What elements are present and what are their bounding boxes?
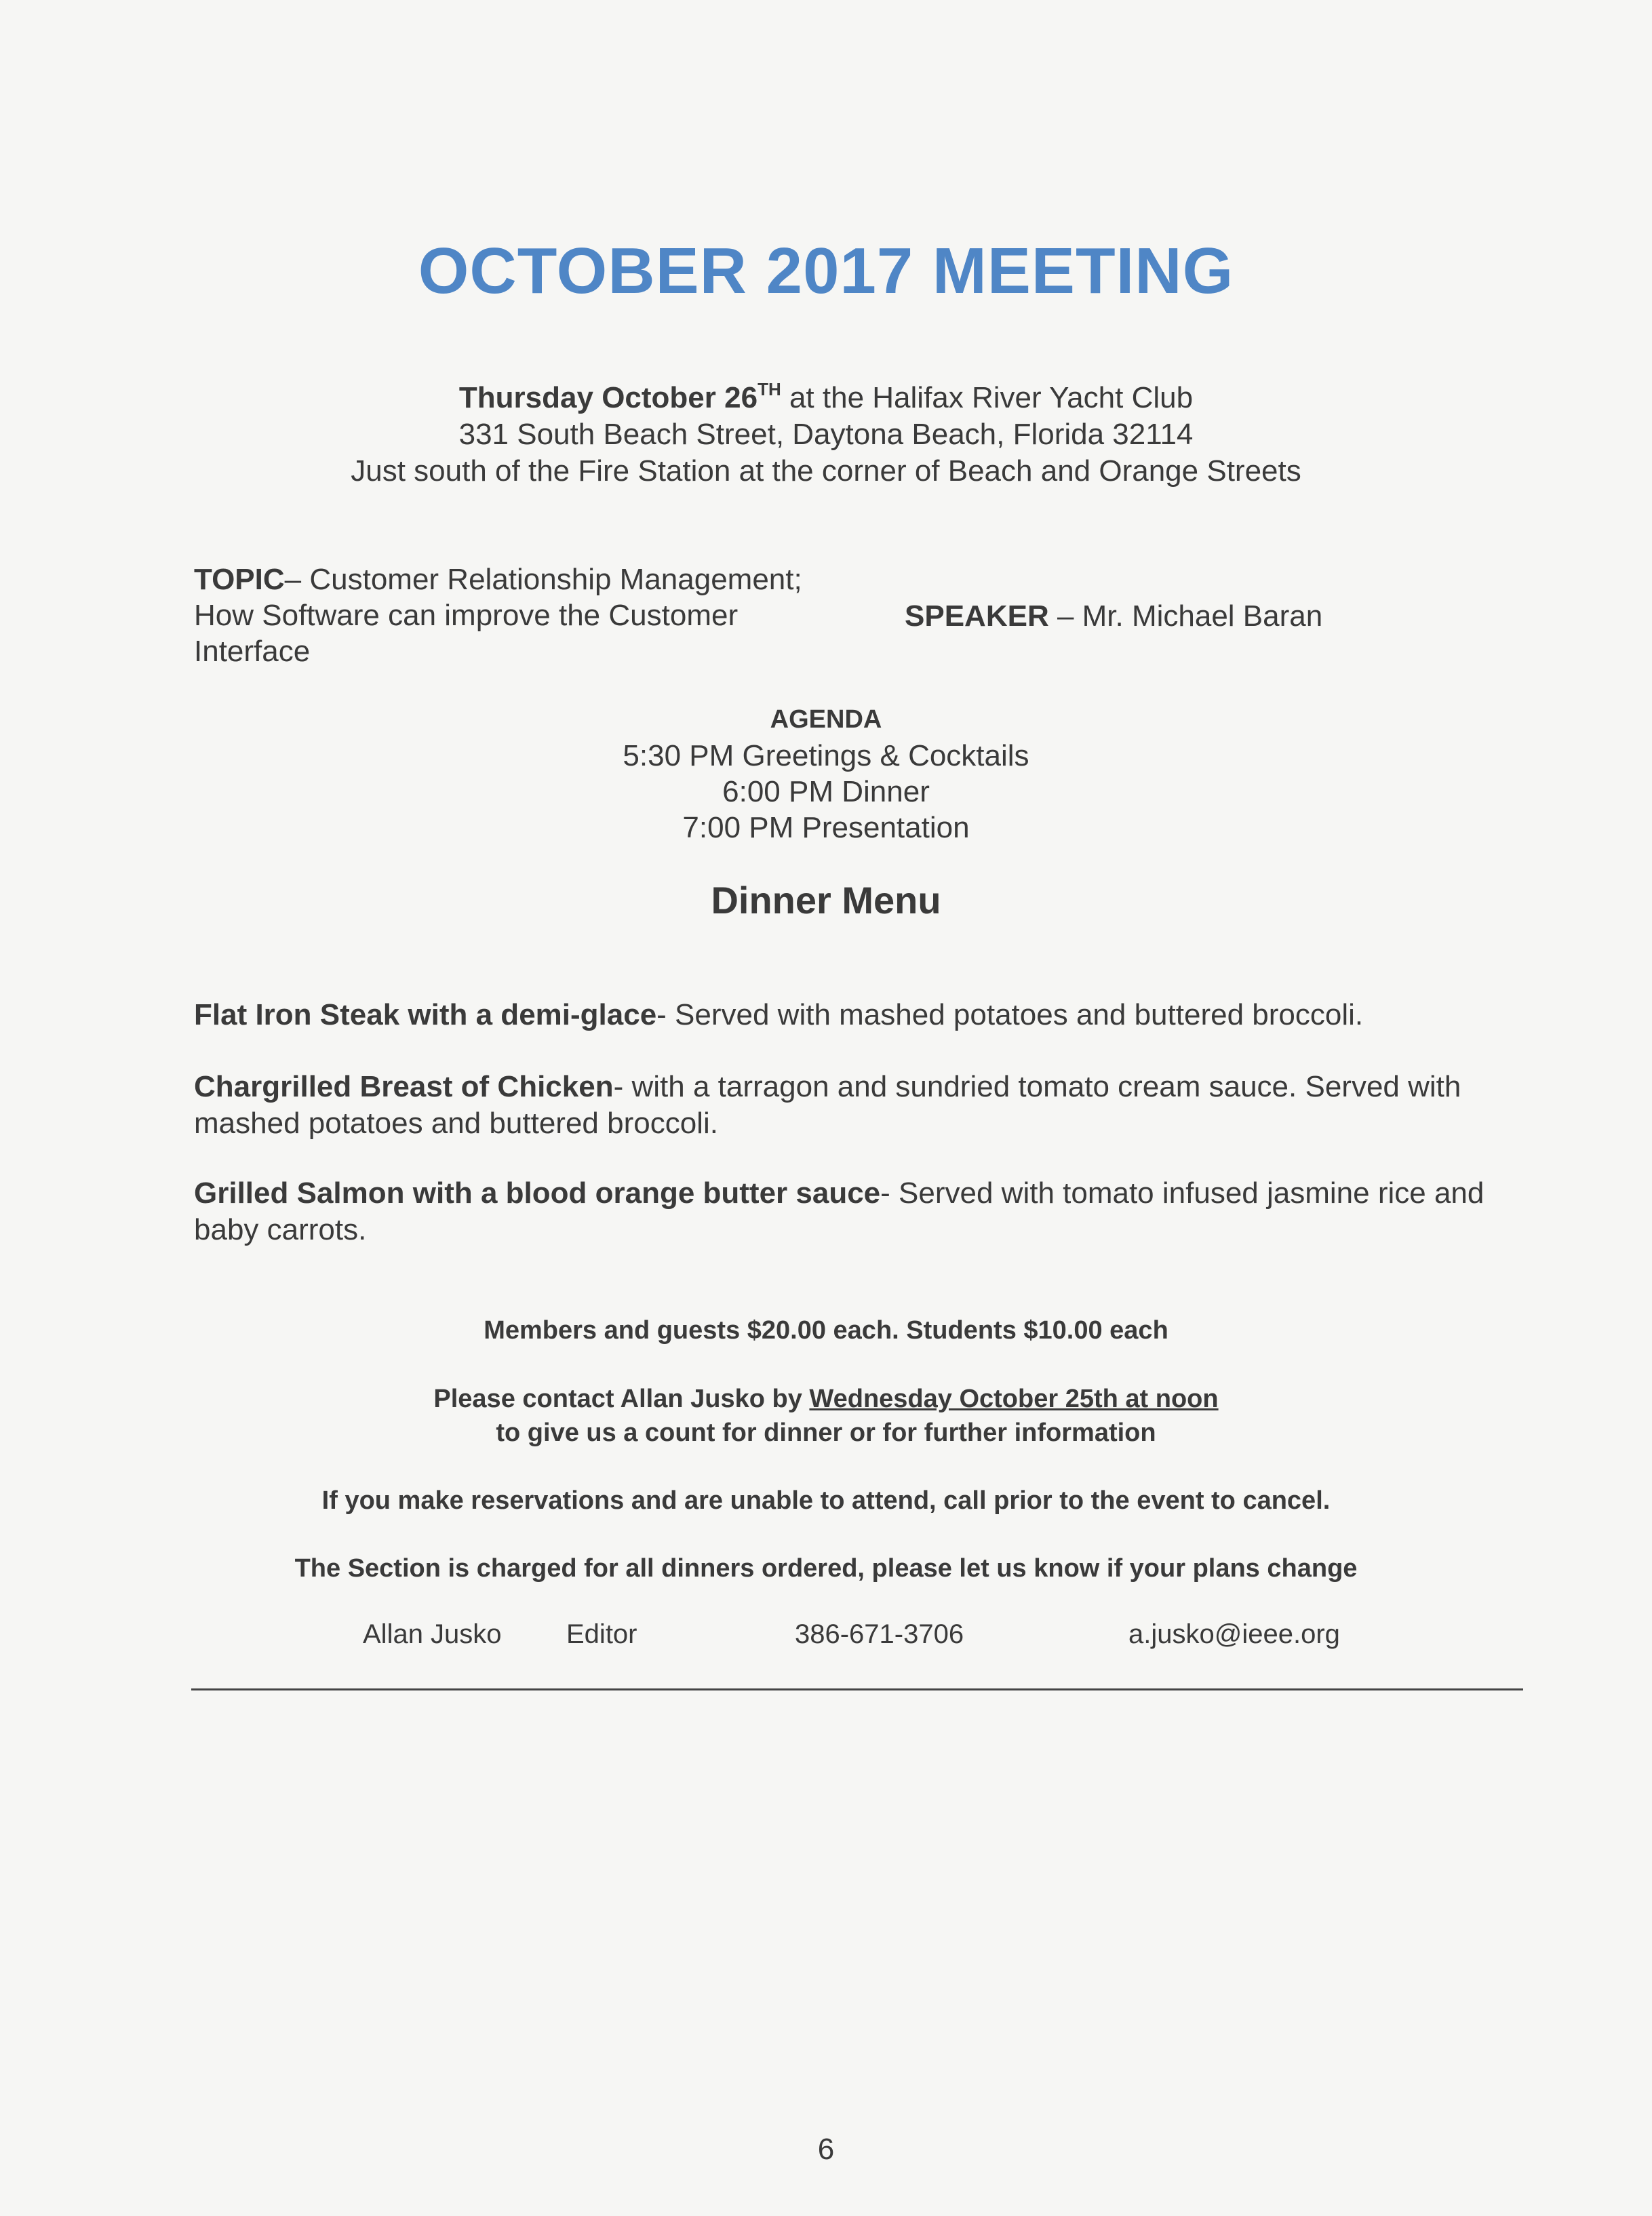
venue-block	[0, 380, 1652, 490]
menu-item-description: - Served with mashed potatoes and buttered broccoli.	[656, 998, 1364, 1031]
agenda-item: 7:00 PM Presentation	[682, 811, 970, 844]
date-suffix: TH	[758, 379, 781, 399]
pricing-notice: Members and guests $20.00 each. Students $10.00 each	[484, 1316, 1168, 1345]
contact-prefix: Please contact Allan Jusko by	[433, 1385, 810, 1413]
charge-notice: The Section is charged for all dinners ordered, please let us know if your plans change	[294, 1554, 1358, 1583]
menu-item-steak	[194, 997, 1523, 1033]
menu-item-description: - with a tarragon and sundried tomato cream sauce. Served with mashed potatoes and buttered broccoli.	[194, 1070, 1461, 1140]
agenda-item: 6:00 PM Dinner	[722, 775, 930, 808]
speaker-name: – Mr. Michael Baran	[1048, 599, 1323, 633]
editor-name: Allan Jusko	[363, 1619, 502, 1649]
speaker-label: SPEAKER	[905, 599, 1049, 633]
editor-phone: 386-671-3706	[795, 1619, 964, 1649]
speaker-block	[905, 598, 1322, 634]
menu-item-name: Flat Iron Steak with a demi-glace	[194, 998, 657, 1031]
menu-item-salmon	[194, 1175, 1523, 1248]
menu-title: Dinner Menu	[711, 879, 941, 922]
menu-item-name: Grilled Salmon with a blood orange butter sauce	[194, 1176, 881, 1210]
page-number: 6	[817, 2133, 835, 2166]
venue-address: 331 South Beach Street, Daytona Beach, Florida 32114	[458, 418, 1194, 451]
venue-date-line	[0, 380, 1652, 416]
meeting-date: Thursday October 26	[458, 381, 758, 414]
venue-directions: Just south of the Fire Station at the corner of Beach and Orange Streets	[351, 454, 1301, 488]
contact-notice-line2: to give us a count for dinner or for further information	[496, 1419, 1156, 1447]
agenda-item: 5:30 PM Greetings & Cocktails	[623, 739, 1029, 772]
topic-label: TOPIC	[194, 563, 285, 596]
venue-location: at the Halifax River Yacht Club	[781, 381, 1194, 414]
menu-item-name: Chargrilled Breast of Chicken	[194, 1070, 614, 1103]
agenda-block	[0, 702, 1652, 846]
rsvp-deadline: Wednesday October 25th at noon	[809, 1385, 1219, 1413]
footer-divider	[191, 1688, 1523, 1690]
agenda-title: AGENDA	[770, 705, 882, 734]
editor-email[interactable]: a.jusko@ieee.org	[1128, 1619, 1340, 1649]
contact-notice	[0, 1382, 1652, 1450]
menu-item-chicken	[194, 1069, 1523, 1142]
menu-item-description: - Served with tomato infused jasmine rice and baby carrots.	[194, 1176, 1484, 1246]
editor-role: Editor	[566, 1619, 637, 1649]
topic-block	[194, 561, 804, 669]
topic-text: – Customer Relationship Management; How Software can improve the Customer Interface	[194, 563, 802, 668]
page-title: OCTOBER 2017 MEETING	[418, 235, 1234, 307]
cancel-notice: If you make reservations and are unable to attend, call prior to the event to cancel.	[321, 1486, 1331, 1515]
contact-notice-line1	[0, 1382, 1652, 1416]
